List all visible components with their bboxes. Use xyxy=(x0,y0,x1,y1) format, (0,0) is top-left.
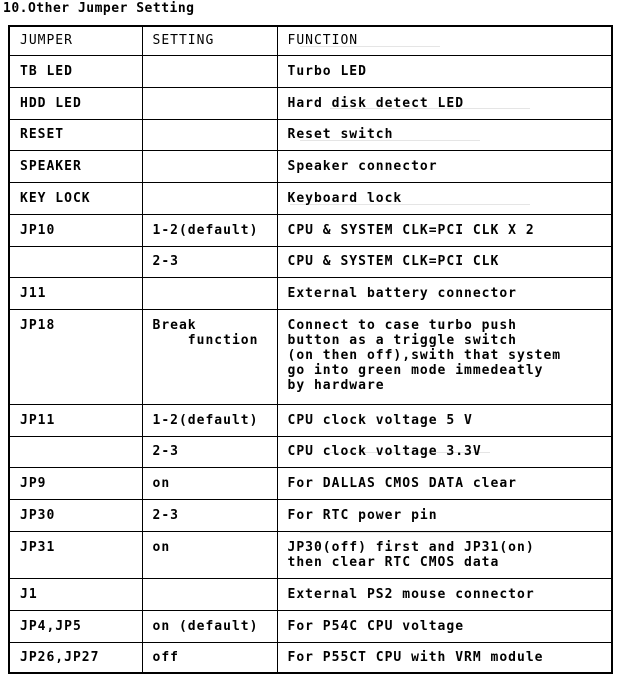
setting-cell: 2-3 xyxy=(142,246,277,277)
function-cell: Connect to case turbo push button as a triggle switch (on then off),swith that system go into green mode immedeatly by hardware xyxy=(277,309,612,404)
setting-cell xyxy=(142,119,277,150)
function-cell: Hard disk detect LED xyxy=(277,87,612,119)
table-row xyxy=(9,55,612,87)
function-cell: External battery connector xyxy=(277,277,612,309)
jumper-table xyxy=(8,25,613,674)
table-row xyxy=(9,309,612,404)
function-cell: JP30(off) first and JP31(on) then clear RTC CMOS data xyxy=(277,531,612,578)
setting-cell: 1-2(default) xyxy=(142,214,277,246)
function-cell: Reset switch xyxy=(277,119,612,150)
setting-cell: off xyxy=(142,642,277,673)
setting-cell: 1-2(default) xyxy=(142,404,277,436)
function-cell: CPU & SYSTEM CLK=PCI CLK xyxy=(277,246,612,277)
setting-cell xyxy=(142,277,277,309)
header-jumper: JUMPER xyxy=(9,26,142,55)
table-row xyxy=(9,642,612,673)
jumper-cell: JP4,JP5 xyxy=(9,610,142,642)
jumper-cell: JP11 xyxy=(9,404,142,436)
setting-cell xyxy=(142,150,277,182)
setting-cell: on xyxy=(142,531,277,578)
function-cell: For RTC power pin xyxy=(277,499,612,531)
table-row xyxy=(9,531,612,578)
function-cell: Speaker connector xyxy=(277,150,612,182)
setting-cell: on (default) xyxy=(142,610,277,642)
setting-cell: 2-3 xyxy=(142,436,277,467)
function-cell: External PS2 mouse connector xyxy=(277,578,612,610)
header-setting: SETTING xyxy=(142,26,277,55)
function-cell: For DALLAS CMOS DATA clear xyxy=(277,467,612,499)
section-heading: 10.Other Jumper Setting xyxy=(3,1,195,16)
function-cell: For P55CT CPU with VRM module xyxy=(277,642,612,673)
function-cell: Keyboard lock xyxy=(277,182,612,214)
jumper-cell: JP10 xyxy=(9,214,142,246)
table-row xyxy=(9,578,612,610)
setting-cell xyxy=(142,182,277,214)
table-header-row xyxy=(9,26,612,55)
jumper-cell: JP30 xyxy=(9,499,142,531)
jumper-cell: J1 xyxy=(9,578,142,610)
table-row xyxy=(9,610,612,642)
setting-cell: on xyxy=(142,467,277,499)
jumper-cell: JP31 xyxy=(9,531,142,578)
header-function: FUNCTION xyxy=(277,26,612,55)
jumper-cell: KEY LOCK xyxy=(9,182,142,214)
table-row xyxy=(9,214,612,246)
function-cell: For P54C CPU voltage xyxy=(277,610,612,642)
function-cell: CPU clock voltage 3.3V xyxy=(277,436,612,467)
table-row xyxy=(9,246,612,277)
jumper-cell: RESET xyxy=(9,119,142,150)
jumper-cell xyxy=(9,246,142,277)
jumper-cell: TB LED xyxy=(9,55,142,87)
setting-cell xyxy=(142,55,277,87)
table-row xyxy=(9,182,612,214)
jumper-cell: JP18 xyxy=(9,309,142,404)
setting-cell: 2-3 xyxy=(142,499,277,531)
function-cell: CPU & SYSTEM CLK=PCI CLK X 2 xyxy=(277,214,612,246)
jumper-cell: JP9 xyxy=(9,467,142,499)
table-row xyxy=(9,436,612,467)
setting-cell: Break function xyxy=(142,309,277,404)
jumper-cell xyxy=(9,436,142,467)
table-row xyxy=(9,87,612,119)
jumper-cell: HDD LED xyxy=(9,87,142,119)
jumper-cell: JP26,JP27 xyxy=(9,642,142,673)
table-row xyxy=(9,119,612,150)
setting-cell xyxy=(142,87,277,119)
setting-cell xyxy=(142,578,277,610)
table-row xyxy=(9,467,612,499)
jumper-cell: SPEAKER xyxy=(9,150,142,182)
table-row xyxy=(9,499,612,531)
table-row xyxy=(9,150,612,182)
jumper-cell: J11 xyxy=(9,277,142,309)
table-row xyxy=(9,404,612,436)
table-row xyxy=(9,277,612,309)
function-cell: Turbo LED xyxy=(277,55,612,87)
function-cell: CPU clock voltage 5 V xyxy=(277,404,612,436)
